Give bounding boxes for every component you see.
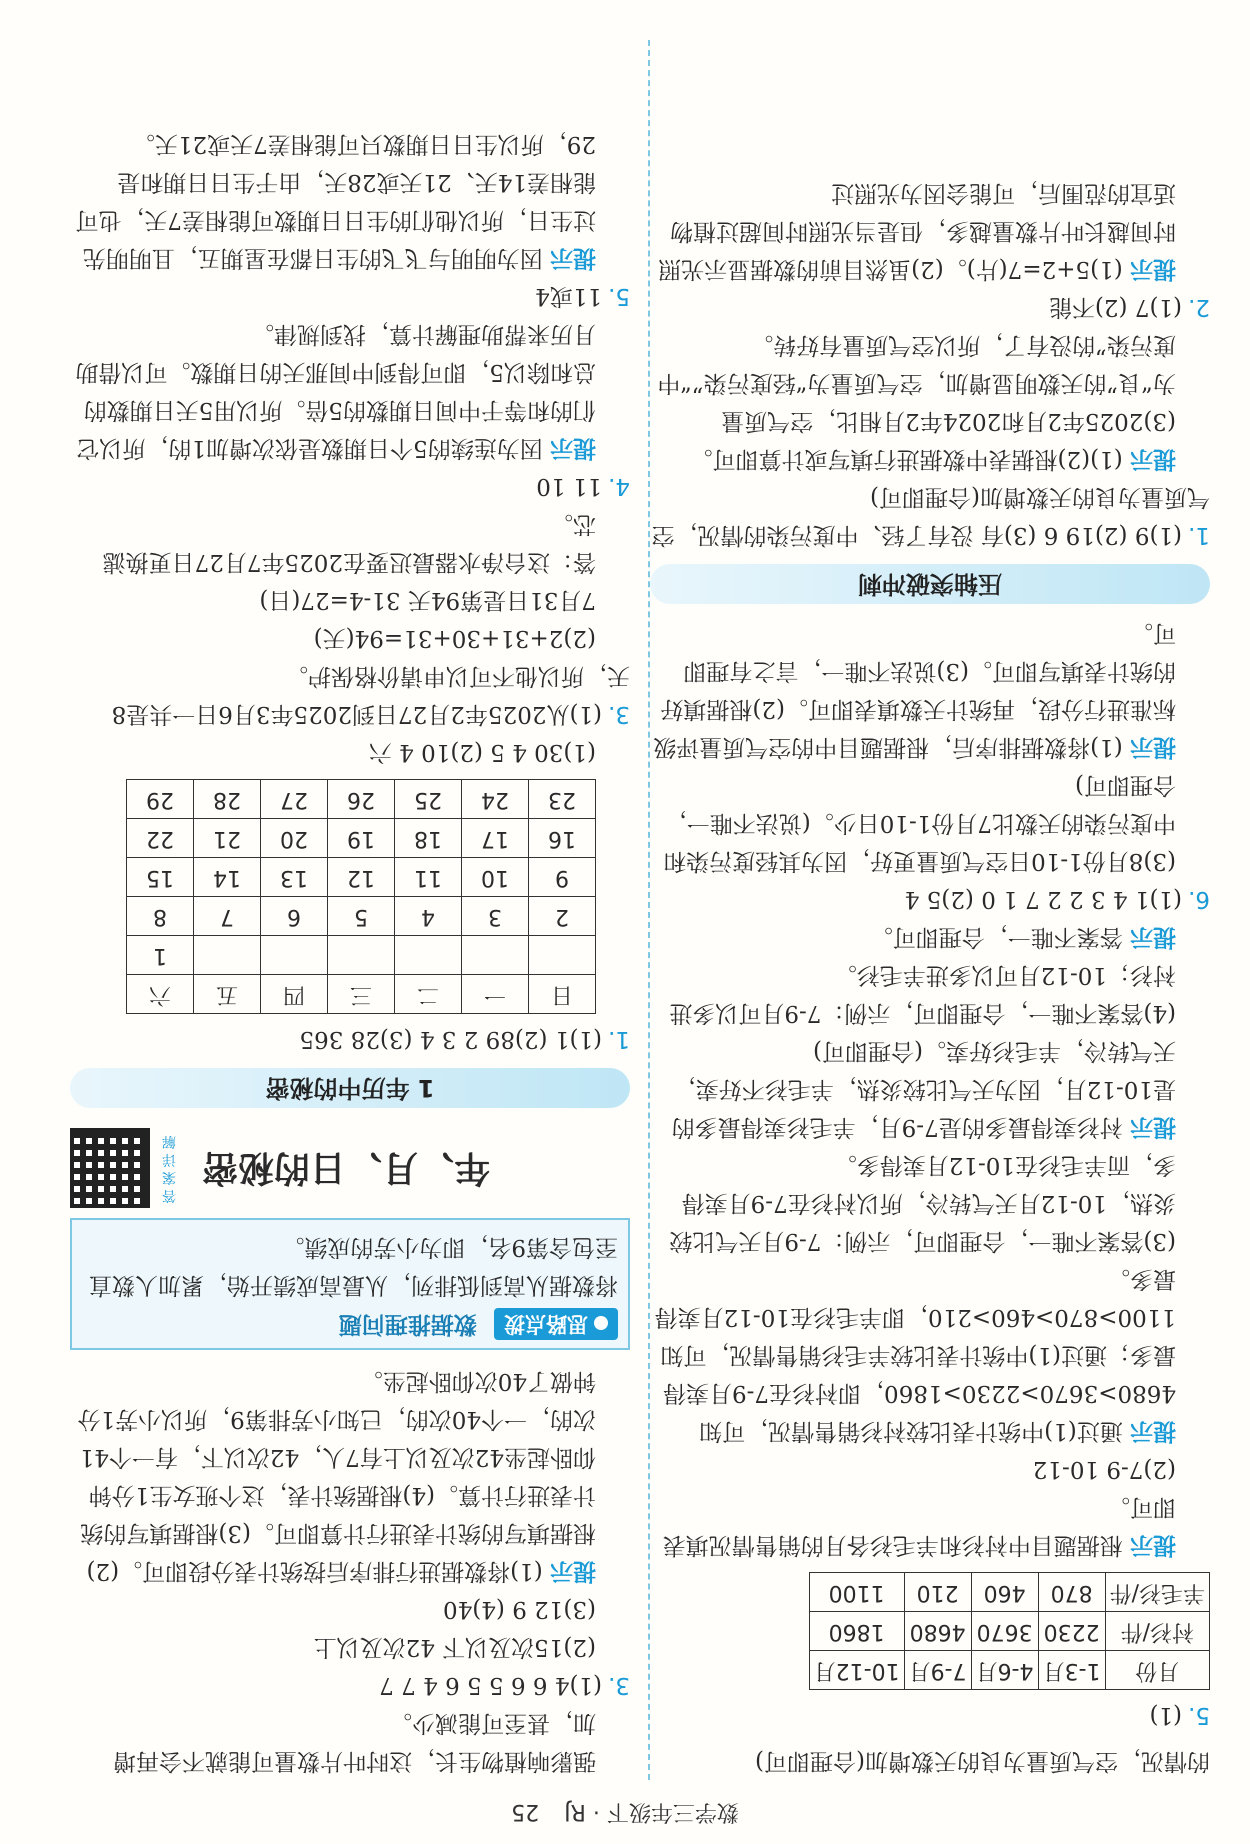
qr-label: 答案详解 — [162, 1133, 176, 1203]
table-header-cell: 一 — [462, 975, 529, 1014]
table-header-cell: 六 — [127, 975, 194, 1014]
question-label: 6. — [1188, 886, 1210, 912]
tip — [70, 125, 630, 277]
tip-text: 衬衫卖得最多的是7-9月，羊毛衫卖得最多的是10-12月，因为天气比较炎热，羊毛衫不好卖，天气转冷，羊毛衫好卖。(合理即可) — [671, 1038, 1176, 1140]
calendar-cell: 16 — [529, 819, 596, 858]
answer-text: (2)2+31+30+31=94(天) — [313, 625, 596, 651]
tip-label: 提示 — [1130, 924, 1176, 950]
calendar-cell — [261, 936, 328, 975]
page-number: 25 — [511, 1799, 540, 1824]
tip-text: 通过(1)中统计表比较衬衫销售情况，可知4680>3670>2230>1860，即衬衫在7-9月卖得最多；通过(1)中统计表比较羊毛衫销售情况，可知1100>870>460>210，即羊毛衫在10-12月卖得最多。 — [654, 1266, 1176, 1444]
tip-text: (1)将数据排序后，根据题目中的空气质量评级标准进行分段，再统计天数填表即可。(2)根据填好的统计表填写即可。(3)说法不唯一，言之有理即可。 — [653, 620, 1176, 760]
question-label: 5. — [608, 283, 630, 309]
table-row — [127, 975, 596, 1014]
right-column — [70, 125, 630, 1780]
table-header-cell: 月份 — [1105, 1651, 1209, 1690]
table-cell: 羊毛衫/件 — [1105, 1573, 1209, 1612]
tip-text: 答案不唯一，合理即可。 — [869, 924, 1123, 950]
box-tag — [494, 1308, 618, 1340]
calendar-cell: 18 — [395, 819, 462, 858]
table-row — [809, 1651, 1209, 1690]
answer-text: (1) — [1149, 1702, 1183, 1728]
answer-text: (2)15次及以下 42次及以上 — [313, 1634, 596, 1660]
section-banner: 1 年历中的秘密 — [70, 1068, 630, 1108]
tip-text: (1)将数据进行排序后按统计表分段即可。(2)根据填写的统计表进行计算即可。(3)根据填写的统计表进行计算。(4)根据统计表，这个班女生1分钟仰卧起坐42次及以上有7人，42次以下，有一个41次的，一个40次的，已知小芳排第9，所以小芳1分钟做了40次仰卧起坐。 — [77, 1368, 596, 1584]
table-header-cell: 五 — [194, 975, 261, 1014]
answer-text: (2)7-9 10-12 — [1032, 1456, 1176, 1482]
answer-text: (3)答案不唯一，合理即可，示例：7-9月天气比较炎热，10-12月天气转冷，所以衬衫在7-9月卖得多，而羊毛衫在10-12月卖得多。 — [669, 1152, 1176, 1254]
calendar-cell: 19 — [328, 819, 395, 858]
calendar-cell: 23 — [529, 780, 596, 819]
tip — [650, 174, 1210, 288]
calendar-cell — [395, 936, 462, 975]
text-line: 的情况，空气质量为良的天数增加(合理即可) — [755, 1748, 1210, 1774]
table-header-cell: 4-6月 — [971, 1651, 1038, 1690]
answer-text: (1)9 (2)19 6 (3)有 没有了轻、中度污染的情况，空气质量为良的天数增加(合理即可) — [651, 484, 1210, 548]
question-3b — [70, 657, 630, 733]
calendar-cell — [328, 936, 395, 975]
table-header-cell: 1-3月 — [1038, 1651, 1105, 1690]
table-cell: 460 — [971, 1573, 1038, 1612]
calendar-cell — [529, 936, 596, 975]
lightbulb-icon — [594, 1316, 608, 1330]
tip-text: 根据题目中衬衫和羊毛衫各月的销售情况填表即可。 — [662, 1494, 1176, 1558]
calendar-cell: 29 — [127, 780, 194, 819]
chapter-title-text: 年、月、日的秘密 — [201, 1147, 490, 1188]
tip-text: 因为连续的5个日期数是依次增加1的，所以它们的和等于中间日期数的5倍。所以用5天日期数的总和除以5，即可得到中间那天的日期数。可以借助月历来帮助理解计算，找到规律。 — [75, 321, 596, 461]
calendar-cell: 17 — [462, 819, 529, 858]
table-header-cell: 日 — [529, 975, 596, 1014]
table-cell: 210 — [904, 1573, 971, 1612]
table-header-cell: 三 — [328, 975, 395, 1014]
question-label: 4. — [608, 473, 630, 499]
box-tag-label: 思路点拨 — [504, 1312, 588, 1336]
question-6 — [650, 880, 1210, 918]
tip-text: (1)5+2=7(片)。(2)虽然目前的数据显示光照时间越长叶片数量越多，但是当光照时间超过植物适宜的范围后，可能会因为光照过 — [658, 180, 1176, 282]
question-label: 1. — [1188, 522, 1210, 548]
hint-box — [70, 1218, 630, 1350]
tip — [70, 1362, 630, 1590]
table-cell: 2230 — [1038, 1612, 1105, 1651]
tip-label: 提示 — [550, 1558, 596, 1584]
answer-text: 7月31日是第94天 31-4=27(日) — [259, 587, 596, 613]
answer-text: (1)从2025年2月27日到2025年3月6日一共是8天，所以他不可以申请价格保护。 — [111, 663, 630, 727]
tip-label: 提示 — [550, 245, 596, 271]
question-2 — [650, 288, 1210, 326]
tip — [650, 1488, 1210, 1564]
calendar-cell — [462, 936, 529, 975]
calendar-cell: 5 — [328, 897, 395, 936]
calendar-cell: 11 — [395, 858, 462, 897]
tip — [650, 1032, 1210, 1146]
table-cell: 4680 — [904, 1612, 971, 1651]
question-4 — [70, 467, 630, 505]
tip-label: 提示 — [1130, 734, 1176, 760]
calendar-row — [127, 936, 596, 975]
tip-label: 提示 — [1130, 1418, 1176, 1444]
table-cell: 1100 — [809, 1573, 904, 1612]
calendar-cell: 1 — [127, 936, 194, 975]
calendar-cell: 21 — [194, 819, 261, 858]
question-label: 2. — [1188, 294, 1210, 320]
calendar-cell: 26 — [328, 780, 395, 819]
tip — [650, 918, 1210, 956]
tip — [650, 326, 1210, 478]
calendar-cell — [194, 936, 261, 975]
calendar-cell: 15 — [127, 858, 194, 897]
calendar-cell: 28 — [194, 780, 261, 819]
calendar-cell: 8 — [127, 897, 194, 936]
answer-text: (1)30 4 5 (2)10 4 六 — [368, 739, 596, 765]
table-row — [809, 1573, 1209, 1612]
tip — [70, 315, 630, 467]
table-header-cell: 7-9月 — [904, 1651, 971, 1690]
answer-text: 11 10 — [536, 473, 603, 499]
tip — [650, 1260, 1210, 1450]
calendar-cell: 22 — [127, 819, 194, 858]
table-cell: 衬衫/件 — [1105, 1612, 1209, 1651]
table-cell: 1860 — [809, 1612, 904, 1651]
calendar-cell: 13 — [261, 858, 328, 897]
answer-text: (1)4 6 6 5 5 6 4 7 7 — [379, 1672, 603, 1698]
answer-text: (3)8月份1-10日空气质量更好，因为其轻度污染和中度污染的天数比7月份1-10日少。(说法不唯一，合理即可) — [663, 772, 1176, 874]
left-column — [650, 174, 1210, 1780]
tip-label: 提示 — [1130, 1114, 1176, 1140]
answer-text: 11或4 — [535, 283, 603, 309]
calendar-cell: 10 — [462, 858, 529, 897]
calendar-row — [127, 858, 596, 897]
calendar-cell: 27 — [261, 780, 328, 819]
tip-label: 提示 — [550, 435, 596, 461]
calendar-cell: 20 — [261, 819, 328, 858]
question-1 — [70, 1020, 630, 1058]
calendar-cell: 4 — [395, 897, 462, 936]
chapter-title — [70, 1118, 630, 1208]
table-header-cell: 10-12月 — [809, 1651, 904, 1690]
tip-label: 提示 — [1130, 256, 1176, 282]
table-cell: 3670 — [971, 1612, 1038, 1651]
text-line: 强影响植物生长，这时叶片数量可能就不会再增加，甚至可能减少。 — [113, 1710, 596, 1774]
calendar-cell: 6 — [261, 897, 328, 936]
calendar-cell: 7 — [194, 897, 261, 936]
question-label: 1. — [608, 1026, 630, 1052]
answer-text: (1)1 (2)89 2 3 4 (3)28 365 — [299, 1026, 603, 1052]
calendar-row — [127, 780, 596, 819]
tip-text: (1)(2)根据表中数据进行填写或计算即可。(3)2025年2月和2024年2月相比，空气质量为“良”的天数明显增加，空气质量为“轻度污染”“中度污染”的没有了，所以空气质量有好转。 — [657, 332, 1176, 472]
table-row — [809, 1612, 1209, 1651]
question-3 — [70, 1666, 630, 1704]
calendar-cell: 14 — [194, 858, 261, 897]
question-1 — [650, 478, 1210, 554]
page-header — [0, 1792, 1250, 1830]
tip-label: 提示 — [1130, 446, 1176, 472]
calendar-cell: 12 — [328, 858, 395, 897]
answer-text: (1)1 4 3 2 2 7 1 0 (2)5 4 — [904, 886, 1183, 912]
question-label: 5. — [1188, 1702, 1210, 1728]
calendar-cell: 3 — [462, 897, 529, 936]
calendar-row — [127, 819, 596, 858]
answer-text: 答：这台净水器最迟要在2025年7月27日更换滤芯。 — [102, 511, 596, 575]
calendar-row — [127, 897, 596, 936]
box-title: 数据推理问题 — [338, 1311, 477, 1337]
tip-text: 因为明明与飞飞的生日都在星期五，且明明先过生日，所以他们的生日日期数可能相差7天，也可能相差14天、21天或28天，由于生日日期和是29，所以生日日期数只可能相差7天或21天。 — [75, 131, 596, 271]
answer-text: (3)12 9 (4)40 — [443, 1596, 596, 1622]
answer-text: (1)7 (2)不能 — [1048, 294, 1183, 320]
table-header-cell: 二 — [395, 975, 462, 1014]
tip — [650, 614, 1210, 766]
calendar-cell: 9 — [529, 858, 596, 897]
question-5 — [70, 277, 630, 315]
sales-table — [809, 1572, 1210, 1690]
calendar-cell: 25 — [395, 780, 462, 819]
calendar-cell: 2 — [529, 897, 596, 936]
box-text: 将数据从高到低排列，从最高成绩开始，累加人数直至包含第9名，即为小芳的成绩。 — [89, 1234, 618, 1298]
question-label: 3. — [608, 1672, 630, 1698]
calendar-cell: 24 — [462, 780, 529, 819]
answer-text: (4)答案不唯一，合理即可，示例：7-9月可以多进衬衫；10-12月可以多进羊毛衫。 — [669, 962, 1176, 1026]
table-header-cell: 四 — [261, 975, 328, 1014]
tip-label: 提示 — [1130, 1532, 1176, 1558]
table-cell: 870 — [1038, 1573, 1105, 1612]
header-title: 数学三年级下 · RJ — [564, 1799, 739, 1824]
qr-code-icon[interactable] — [70, 1128, 150, 1208]
calendar-table — [126, 779, 596, 1014]
question-label: 3. — [608, 701, 630, 727]
question-5 — [650, 1696, 1210, 1734]
section-banner: 压轴突破冲刺 — [650, 564, 1210, 604]
